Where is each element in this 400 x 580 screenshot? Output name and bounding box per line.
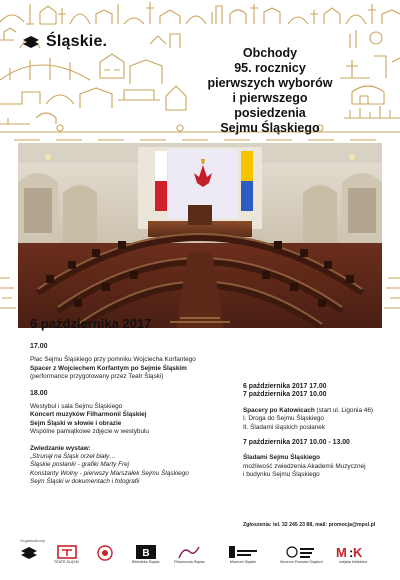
filharmonia-logo bbox=[174, 544, 205, 564]
program-1-title: Spacer z Wojciechem Korfantym po Sejmie Śląskim bbox=[30, 364, 187, 372]
svg-text::: : bbox=[349, 545, 354, 560]
walk-item: II. Śladami śląskich posłanek bbox=[243, 423, 326, 431]
trail-line-1: możliwość zwiedzenia Akademii Muzycznej bbox=[243, 462, 366, 470]
muzeum-powstan-logo bbox=[280, 544, 323, 564]
parliament-hall-photo bbox=[18, 143, 382, 328]
sponsor-caption: miejska biblioteka bbox=[338, 560, 368, 564]
event-title bbox=[200, 46, 340, 136]
title-line-2: 95. rocznicy bbox=[234, 61, 306, 75]
walk-start: (start ul. Ligonia 46) bbox=[316, 406, 374, 414]
muzeum-slaskie-logo bbox=[228, 544, 258, 564]
title-line-5: Sejmu Śląskiego bbox=[220, 121, 320, 135]
sponsor-caption: Biblioteka Śląska bbox=[132, 560, 160, 564]
walk-title-row bbox=[243, 407, 393, 415]
title-line-4: i pierwszego posiedzenia bbox=[232, 91, 308, 120]
walk-date-2: 7 października 2017 10.00 bbox=[243, 391, 327, 399]
svg-text:M: M bbox=[336, 545, 347, 560]
slaskie-logo bbox=[22, 33, 107, 51]
sponsor-caption: TEATR ŚLĄSKI bbox=[54, 560, 80, 564]
organizer-logo-icon bbox=[20, 546, 38, 560]
program-2-note: Wspólne pamiątkowe zdjęcie w westybulu bbox=[30, 428, 149, 436]
logo-wave-icon bbox=[22, 35, 40, 49]
exhibition-item: „Strunął na Śląsk orzeł biały… bbox=[30, 453, 116, 461]
organizer-label: Organizatorzy bbox=[20, 538, 45, 543]
program-1-note: (performance przygotowany przez Teatr Śląski) bbox=[30, 373, 164, 381]
mhk-logo bbox=[336, 544, 370, 564]
exhibitions-heading: Zwiedzanie wystaw: bbox=[30, 444, 91, 452]
walk-item: I. Droga do Sejmu Śląskiego bbox=[243, 415, 324, 423]
title-line-3: pierwszych wyborów bbox=[207, 76, 333, 90]
program-right-column bbox=[243, 383, 393, 480]
program-time-2: 18.00 bbox=[30, 389, 48, 397]
program-1-location: Plac Sejmu Śląskiego przy pomniku Wojciecha Korfantego bbox=[30, 356, 196, 364]
title-line-1: Obchody bbox=[242, 46, 298, 60]
sponsor-logos bbox=[20, 538, 382, 574]
sponsor-caption: Filharmonia Śląska bbox=[174, 560, 205, 564]
contact-text: Zgłoszenia: tel. 32 245 23 88, mail: promocja@mpsl.pl bbox=[243, 522, 376, 528]
biblioteka-slaska-logo bbox=[132, 544, 159, 564]
sponsor-caption: Muzeum Powstań Śląskich bbox=[280, 560, 323, 564]
program-left-column bbox=[30, 343, 220, 487]
trail-title: Śladami Sejmu Śląskiego bbox=[243, 454, 321, 462]
registration-contact bbox=[243, 522, 375, 528]
program-time-1: 17.00 bbox=[30, 343, 48, 350]
teatr-slaski-logo bbox=[54, 544, 79, 564]
main-event-date: 6 października 2017 bbox=[30, 316, 152, 331]
svg-text:K: K bbox=[353, 545, 363, 560]
sponsor-caption: Muzeum Śląskie bbox=[229, 560, 257, 564]
slask-flower-logo bbox=[96, 544, 114, 562]
exhibition-item: Konstanty Wolny - pierwszy Marszałek Sejmu Śląskiego bbox=[30, 469, 189, 477]
trail-date: 7 października 2017 10.00 - 13.00 bbox=[243, 439, 350, 447]
trail-line-2: i budynku Sejmu Śląskiego bbox=[243, 471, 320, 479]
walk-date-1: 6 października 2017 17.00 bbox=[243, 383, 327, 390]
exhibition-item: Sejm Śląski w dokumentach i fotografii bbox=[30, 478, 140, 486]
program-2-location: Westybul i sala Sejmu Śląskiego bbox=[30, 403, 123, 411]
program-2-subtitle: Sejm Śląski w słowie i obrazie bbox=[30, 419, 122, 427]
exhibition-item: Śląskie posłanki - grafiki Marty Frej bbox=[30, 461, 130, 469]
svg-text:B: B bbox=[142, 548, 150, 559]
program-2-title: Koncert muzyków Filharmonii Śląskiej bbox=[30, 411, 147, 419]
logo-text: Śląskie. bbox=[46, 33, 108, 50]
walk-title: Spacery po Katowicach bbox=[243, 406, 315, 414]
